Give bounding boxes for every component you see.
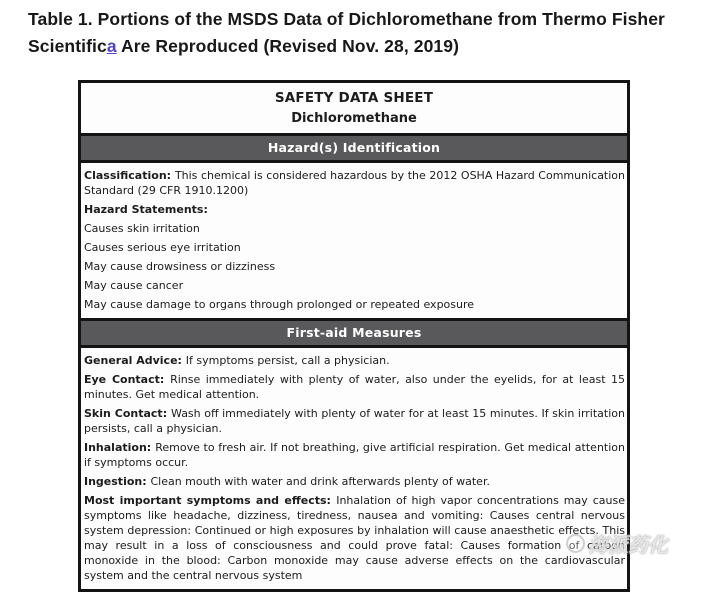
paragraph-text: If symptoms persist, call a physician. (185, 354, 390, 367)
paragraph-label: Most important symptoms and effects: (84, 494, 337, 507)
paragraph-hazard-statements-label (84, 202, 625, 217)
paragraph-text: Remove to fresh air. If not breathing, give artificial respiration. Get medical attention if symptoms occur. (84, 441, 625, 469)
paragraph-general-advice (84, 353, 625, 368)
caption-line2-prefix: Scientific (28, 36, 107, 56)
paragraph-text: May cause cancer (84, 279, 184, 292)
paragraph-label: Ingestion: (84, 475, 151, 488)
sds-title: SAFETY DATA SHEET (274, 90, 434, 106)
paragraph-label: General Advice: (84, 354, 186, 367)
footnote-link-a[interactable]: a (106, 36, 117, 56)
watermark-text: 海派药化 (588, 533, 668, 557)
paragraph-label: Inhalation: (84, 441, 156, 454)
section-heading-hazard-identification: Hazard(s) Identification (81, 133, 627, 163)
paragraph-text: Clean mouth with water and drink afterwards plenty of water. (150, 475, 490, 488)
figure-caption (28, 6, 696, 60)
paragraph-label: Eye Contact: (84, 373, 171, 386)
paragraph-skin-contact (84, 406, 625, 436)
paragraph-ingestion (84, 474, 625, 489)
paragraph-text: Rinse immediately with plenty of water, also under the eyelids, for at least 15 minutes. Get medical attention. (84, 373, 625, 401)
paragraph-text: This chemical is considered hazardous by the 2012 OSHA Hazard Communication Standard (29 CFR 1910.1200) (84, 169, 625, 197)
first-aid-measures-content (81, 348, 627, 589)
hazard-statement (84, 221, 625, 236)
paragraph-label: Classification: (84, 169, 175, 182)
hazard-statement (84, 259, 625, 274)
paragraph-label: Hazard Statements: (84, 203, 208, 216)
sds-table (78, 80, 630, 592)
paragraph-text: Causes skin irritation (84, 222, 200, 235)
paragraph-label: Skin Contact: (84, 407, 172, 420)
sds-header (81, 83, 627, 133)
paragraph-eye-contact (84, 372, 625, 402)
hazard-statement (84, 240, 625, 255)
paragraph-classification (84, 168, 625, 198)
paragraph-inhalation (84, 440, 625, 470)
section-heading-first-aid-measures: First-aid Measures (81, 318, 627, 348)
paragraph-text: Causes serious eye irritation (84, 241, 241, 254)
caption-line2-suffix: Are Reproduced (Revised Nov. 28, 2019) (116, 36, 460, 56)
paragraph-symptoms-and-effects (84, 493, 625, 583)
caption-line1: Table 1. Portions of the MSDS Data of Dichloromethane from Thermo Fisher (28, 9, 665, 29)
paragraph-text: Inhalation of high vapor concentrations may cause symptoms like headache, dizziness, tiredness, nausea and vomiting: Causes central nervous system depression: Continued or high exposures by inhalation will cause anaesthetic effects. This may result in a loss of consciousness and could prove fatal: Causes formation of carbon monoxide in the blood: Carbon monoxide may cause adverse effects on the cardiovascular system and the central nervous system (84, 494, 625, 582)
paragraph-text: Wash off immediately with plenty of water for at least 15 minutes. If skin irritation persists, call a physician. (84, 407, 625, 435)
hazard-statement (84, 297, 625, 312)
paragraph-text: May cause damage to organs through prolonged or repeated exposure (84, 298, 475, 311)
hazard-identification-content (81, 163, 627, 318)
hazard-statement (84, 278, 625, 293)
paragraph-text: May cause drowsiness or dizziness (84, 260, 276, 273)
sds-chemical-name: Dichloromethane (291, 111, 417, 126)
